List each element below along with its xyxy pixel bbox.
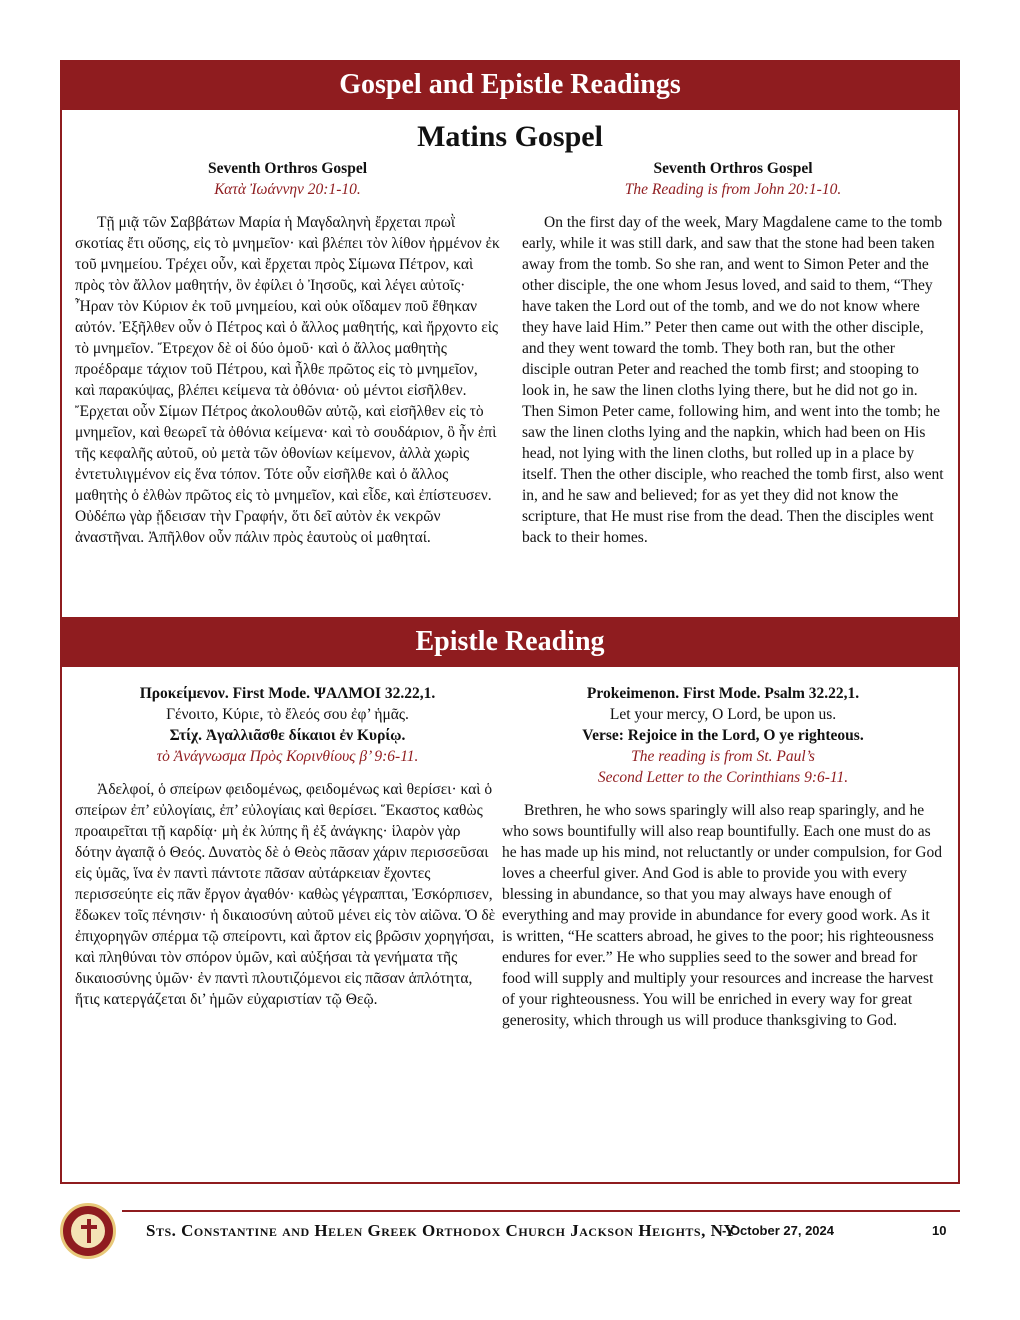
footer-date: - October 27, 2024 (722, 1223, 834, 1238)
gospel-english-reference: The Reading is from John 20:1-10. (624, 181, 842, 198)
gospel-epistle-banner: Gospel and Epistle Readings (60, 60, 960, 110)
epistle-greek-verse: Στίχ. Ἀγαλλιᾶσθε δίκαιοι ἐν Κυρίῳ. (169, 727, 406, 744)
epistle-english-prokeimenon: Prokeimenon. First Mode. Psalm 32.22,1. (586, 685, 860, 702)
epistle-greek-line: Γένοιτο, Κύριε, τὸ ἔλεός σου ἐφ’ ἡμᾶς. (166, 706, 409, 723)
gospel-english-text: On the first day of the week, Mary Magdalene came to the tomb early, while it was still dark, and saw that the stone had been taken away from the tomb. So she ran, and went to Simon Peter and the other disciple, the one whom Jesus loved, and said to them, “They have taken the Lord out of the tomb, and we do not know where they have laid Him.” Peter then came out with the other disciple, and they went toward the tomb. They both ran, but the other disciple outran Peter and reached the tomb first; and stooping to look in, he saw the linen cloths lying there, but he did not go in. Then Simon Peter came, following him, and went into the tomb; he saw the linen cloths lying and the napkin, which had been on His head, not lying with the linen cloths, but rolled up in a place by itself. Then the other disciple, who reached the tomb first, also went in, and he saw and believed; for as yet they did not know the scripture, that He must rise from the dead. Then the disciples went back to their homes. (522, 214, 944, 546)
gospel-greek-text: Τῇ μιᾷ τῶν Σαββάτων Μαρία ἡ Μαγδαληνὴ ἔρχεται πρωῒ σκοτίας ἔτι οὔσης, εἰς τὸ μνημεῖον· καὶ βλέπει τὸν λίθον ἠρμένον ἐκ τοῦ μνημείου. Τρέχει οὖν, καὶ ἔρχεται πρὸς Σίμωνα Πέτρον, καὶ πρὸς τὸν ἄλλον μαθητήν, ὃν ἐφίλει ὁ Ἰησοῦς, καὶ λέγει αὐτοῖς· Ἦραν τὸν Κύριον ἐκ τοῦ μνημείου, καὶ οὐκ οἴδαμεν ποῦ ἔθηκαν αὐτόν. Ἐξῆλθεν οὖν ὁ Πέτρος καὶ ὁ ἄλλος μαθητής, καὶ ἤρχοντο εἰς τὸ μνημεῖον. Ἔτρεχον δὲ οἱ δύο ὁμοῦ· καὶ ὁ ἄλλος μαθητὴς προέδραμε τάχιον τοῦ Πέτρου, καὶ ἦλθε πρῶτος εἰς τὸ μνημεῖον, καὶ παρακύψας, βλέπει κείμενα τὰ ὀθόνια· οὐ μέντοι εἰσῆλθεν. Ἔρχεται οὖν Σίμων Πέτρος ἀκολουθῶν αὐτῷ, καὶ εἰσῆλθεν εἰς τὸ μνημεῖον, καὶ θεωρεῖ τὰ ὀθόνια κείμενα· καὶ τὸ σουδάριον, ὃ ἦν ἐπὶ τῆς κεφαλῆς αὐτοῦ, οὐ μετὰ τῶν ὀθονίων κείμενον, ἀλλὰ χωρὶς ἐντετυλιγμένον εἰς ἕνα τόπον. Τότε οὖν εἰσῆλθε καὶ ὁ ἄλλος μαθητὴς ὁ ἐλθὼν πρῶτος εἰς τὸ μνημεῖον, καὶ εἶδε, καὶ ἐπίστευσεν. Οὐδέπω γὰρ ᾔδεισαν τὴν Γραφήν, ὅτι δεῖ αὐτὸν ἐκ νεκρῶν ἀναστῆναι. Ἀπῆλθον οὖν πάλιν πρὸς ἑαυτοὺς οἱ μαθηταί. (75, 214, 500, 546)
epistle-english-verse: Verse: Rejoice in the Lord, O ye righteous. (582, 727, 864, 744)
gospel-greek-column (75, 158, 500, 548)
gospel-english-column (522, 158, 944, 548)
church-seal-icon (60, 1203, 116, 1259)
epistle-greek-prokeimenon: Προκείμενον. First Mode. ΨΑΛΜΟΙ 32.22,1. (139, 685, 436, 702)
epistle-english-text: Brethren, he who sows sparingly will also reap sparingly, and he who sows bountifully will also reap bountifully. Each one must do as he has made up his mind, not reluctantly or under compulsion, for God loves a cheerful giver. And God is able to provide you with every blessing in abundance, so that you may always have enough of everything and may provide in abundance for every good work. As it is written, “He scatters abroad, he gives to the poor; his righteousness endures for ever.” He who supplies seed to the sower and bread for food will supply and multiply your resources and increase the harvest of your righteousness. You will be enriched in every way for great generosity, which through us will produce thanksgiving to God. (502, 802, 942, 1029)
gospel-greek-heading: Seventh Orthros Gospel (207, 160, 368, 177)
footer-church-name: Sts. Constantine and Helen Greek Orthodox Church Jackson Heights, NY (146, 1221, 737, 1240)
epistle-greek-text: Ἀδελφοί, ὁ σπείρων φειδομένως, φειδομένως καὶ θερίσει· καὶ ὁ σπείρων ἐπ’ εὐλογίαις, ἐπ’ εὐλογίαις καὶ θερίσει. Ἕκαστος καθὼς προαιρεῖται τῇ καρδίᾳ· μὴ ἐκ λύπης ἢ ἐξ ἀνάγκης· ἱλαρὸν γὰρ δότην ἀγαπᾷ ὁ Θεός. Δυνατὸς δὲ ὁ Θεὸς πᾶσαν χάριν περισσεῦσαι εἰς ὑμᾶς, ἵνα ἐν παντὶ πάντοτε πᾶσαν αὐτάρκειαν ἔχοντες περισσεύητε εἰς πᾶν ἔργον ἀγαθόν· καθὼς γέγραπται, Ἐσκόρπισεν, ἔδωκεν τοῖς πένησιν· ἡ δικαιοσύνη αὐτοῦ μένει εἰς τὸν αἰῶνα. Ὁ δὲ ἐπιχορηγῶν σπέρμα τῷ σπείροντι, καὶ ἄρτον εἰς βρῶσιν χορηγήσαι, καὶ πληθύναι τὸν σπόρον ὑμῶν, καὶ αὐξήσαι τὰ γενήματα τῆς δικαιοσύνης ὑμῶν· ἐν παντὶ πλουτιζόμενοι εἰς πᾶσαν ἁπλότητα, ἥτις κατεργάζεται δι’ ἡμῶν εὐχαριστίαν τῷ Θεῷ. (75, 781, 496, 1008)
gospel-greek-reference: Κατὰ Ἰωάννην 20:1-10. (214, 181, 361, 198)
epistle-reading-banner: Epistle Reading (60, 617, 960, 667)
epistle-greek-column (75, 683, 500, 1010)
epistle-english-reference-2: Second Letter to the Corinthians 9:6-11. (597, 769, 849, 786)
gospel-english-heading: Seventh Orthros Gospel (653, 160, 813, 177)
epistle-english-line: Let your mercy, O Lord, be upon us. (609, 706, 837, 723)
epistle-greek-reference: τὸ Ἀνάγνωσμα Πρὸς Κορινθίους β’ 9:6-11. (156, 748, 419, 765)
footer-page-number: 10 (932, 1223, 947, 1238)
epistle-english-column (502, 683, 944, 1031)
epistle-english-reference-1: The reading is from St. Paul’s (631, 748, 815, 765)
footer-divider (122, 1210, 960, 1212)
matins-gospel-title: Matins Gospel (417, 120, 603, 153)
